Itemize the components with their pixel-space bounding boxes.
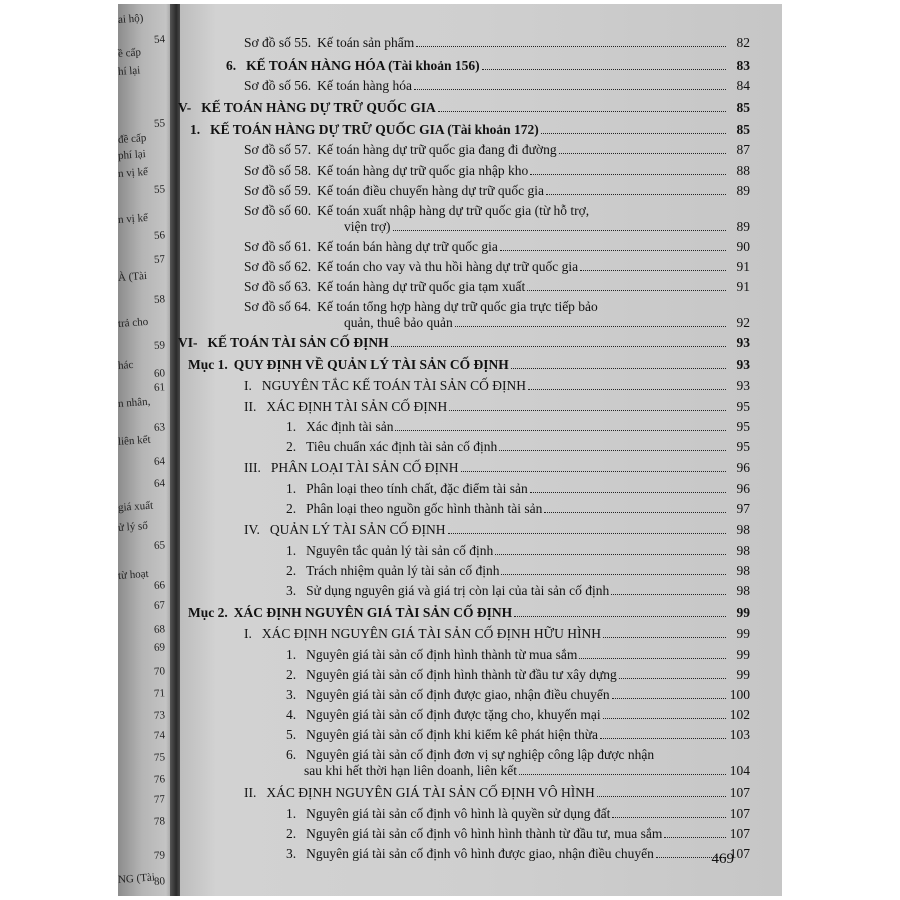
toc-entry-number: Sơ đồ số 64. (244, 299, 312, 314)
toc-entry-number: 2. (286, 667, 297, 682)
toc-entry-page: 93 (736, 378, 750, 393)
toc-leader-dots (580, 258, 726, 271)
left-page-text: 54 (153, 33, 166, 46)
toc-entry (244, 141, 750, 159)
toc-leader-dots (541, 121, 726, 134)
toc-entry-page: 99 (736, 626, 750, 641)
toc-entry (244, 625, 750, 643)
toc-entry-number: III. (244, 460, 261, 475)
toc-entry-page: 95 (736, 439, 750, 454)
toc-entry-title: Kế toán điều chuyển hàng dự trữ quốc gia (317, 183, 544, 198)
right-page (180, 4, 782, 896)
left-page-text: 76 (153, 773, 166, 786)
toc-entry-page: 98 (736, 522, 750, 537)
toc-entry-number: 1. (286, 419, 297, 434)
toc-entry (286, 582, 750, 600)
toc-entry-number: 3. (286, 583, 297, 598)
toc-entry (286, 562, 750, 580)
toc-entry-page: 99 (736, 605, 750, 620)
toc-entry-page: 85 (736, 122, 750, 137)
left-page-text: 60 (153, 367, 166, 380)
toc-leader-dots (391, 334, 726, 347)
left-page-text: ử lý số (117, 519, 149, 534)
toc-entry-number: 1. (286, 481, 297, 496)
toc-entry-number: 1. (286, 543, 297, 558)
toc-entry-page: 88 (736, 163, 750, 178)
toc-entry-page: 93 (736, 335, 750, 350)
toc-entry-number: Sơ đồ số 56. (244, 78, 312, 93)
toc-entry (244, 77, 750, 95)
toc-entry-number: II. (244, 399, 257, 414)
toc-leader-dots (499, 438, 726, 451)
toc-entry-page: 96 (736, 481, 750, 496)
toc-entry (344, 218, 750, 236)
left-page-text: n vị kế (117, 211, 149, 226)
toc-entry-page: 100 (729, 687, 750, 702)
toc-entry-page: 96 (736, 460, 750, 475)
toc-entry-page: 102 (729, 707, 750, 722)
toc-leader-dots (514, 604, 726, 617)
toc-entry-title: KẾ TOÁN HÀNG DỰ TRỮ QUỐC GIA (201, 100, 436, 115)
toc-leader-dots (482, 57, 726, 70)
left-page-text: ề cấp (117, 46, 142, 60)
toc-entry-page: 92 (736, 315, 750, 330)
left-page-text: giá xuất (117, 499, 154, 514)
toc-entry-number: I. (244, 626, 252, 641)
toc-leader-dots (416, 34, 726, 47)
toc-leader-dots (579, 646, 726, 659)
toc-entry-title: viện trợ) (344, 219, 391, 234)
toc-entry-number: Sơ đồ số 57. (244, 142, 312, 157)
toc-entry (244, 34, 750, 52)
toc-entry-title: Kế toán cho vay và thu hồi hàng dự trữ quốc gia (317, 259, 579, 274)
left-page-text: 67 (153, 599, 166, 612)
toc-entry-title: QUẢN LÝ TÀI SẢN CỐ ĐỊNH (269, 522, 446, 537)
toc-entry-page: 89 (736, 219, 750, 234)
toc-entry-title: Nguyên giá tài sản cố định được giao, nhận điều chuyển (306, 687, 610, 702)
toc-entry (286, 500, 750, 518)
toc-entry-title: quản, thuê bảo quản (344, 315, 453, 330)
toc-entry-title: Nguyên giá tài sản cố định hình thành từ mua sắm (306, 647, 578, 662)
toc-entry-title: KẾ TOÁN HÀNG DỰ TRỮ QUỐC GIA (Tài khoản 172) (210, 122, 539, 137)
left-page-text: hí lại (117, 64, 141, 78)
toc-entry-page: 91 (736, 279, 750, 294)
table-of-contents (180, 4, 782, 896)
toc-entry-number: Sơ đồ số 61. (244, 239, 312, 254)
toc-entry-page: 98 (736, 543, 750, 558)
toc-entry-page: 93 (736, 357, 750, 372)
left-page-text: 69 (153, 641, 166, 654)
toc-entry (286, 825, 750, 843)
toc-entry-page: 98 (736, 563, 750, 578)
left-page-text: 61 (153, 381, 166, 394)
toc-entry-title: Kế toán hàng dự trữ quốc gia tạm xuất (317, 279, 526, 294)
toc-entry-title: Kế toán hàng dự trữ quốc gia nhập kho (317, 163, 529, 178)
toc-entry-title: Kế toán sản phẩm (317, 35, 415, 50)
toc-entry (286, 845, 750, 863)
left-page-text: hác (117, 358, 134, 372)
toc-entry (178, 334, 750, 352)
toc-leader-dots (438, 99, 726, 112)
toc-entry-page: 83 (736, 58, 750, 73)
toc-entry-number: 1. (286, 647, 297, 662)
left-page-text: từ hoạt (117, 567, 150, 582)
toc-entry (244, 377, 750, 395)
toc-entry-page: 107 (729, 785, 750, 800)
toc-leader-dots (544, 500, 726, 513)
toc-entry-page: 90 (736, 239, 750, 254)
toc-entry (286, 686, 750, 704)
toc-leader-dots (612, 805, 726, 818)
toc-leader-dots (600, 726, 726, 739)
toc-leader-dots (530, 162, 726, 175)
toc-entry-page: 107 (729, 846, 750, 861)
toc-entry-page: 85 (736, 100, 750, 115)
toc-entry (286, 646, 750, 664)
toc-entry (286, 726, 750, 744)
toc-entry (244, 258, 750, 276)
toc-entry (190, 121, 750, 139)
toc-leader-dots (559, 141, 726, 154)
toc-leader-dots (501, 562, 726, 575)
toc-entry-title: XÁC ĐỊNH NGUYÊN GIÁ TÀI SẢN CỐ ĐỊNH VÔ HÌNH (266, 785, 595, 800)
toc-entry (304, 762, 750, 780)
left-page-text: 64 (153, 477, 166, 490)
toc-entry-title: XÁC ĐỊNH NGUYÊN GIÁ TÀI SẢN CỐ ĐỊNH HỮU HÌNH (261, 626, 601, 641)
left-page-text: 55 (153, 183, 166, 196)
toc-entry-number: 5. (286, 727, 297, 742)
toc-entry-title: Xác định tài sản (306, 419, 394, 434)
toc-leader-dots (597, 784, 726, 797)
toc-entry (226, 57, 750, 75)
toc-entry-title: Kế toán tổng hợp hàng dự trữ quốc gia trực tiếp bảo (317, 299, 598, 314)
toc-entry (286, 666, 750, 684)
toc-entry-title: Phân loại theo tính chất, đặc điểm tài sản (306, 481, 528, 496)
toc-entry-title: Nguyên giá tài sản cố định hình thành từ đầu tư xây dựng (306, 667, 617, 682)
toc-entry-number: 2. (286, 501, 297, 516)
toc-entry-title: XÁC ĐỊNH NGUYÊN GIÁ TÀI SẢN CỐ ĐỊNH (233, 605, 513, 620)
toc-entry-number: Sơ đồ số 55. (244, 35, 312, 50)
toc-leader-dots (546, 182, 726, 195)
left-page-text: 66 (153, 579, 166, 592)
toc-entry-title: Nguyên giá tài sản cố định khi kiểm kê phát hiện thừa (306, 727, 598, 742)
toc-entry-title: Kế toán xuất nhập hàng dự trữ quốc gia (từ hỗ trợ, (317, 203, 590, 218)
toc-entry-title: Kế toán bán hàng dự trữ quốc gia (317, 239, 498, 254)
toc-entry-number: I. (244, 378, 252, 393)
left-page-text: 78 (153, 815, 166, 828)
toc-leader-dots (449, 398, 726, 411)
toc-entry-title: Nguyên tắc quản lý tài sản cố định (306, 543, 494, 558)
toc-entry-number: Sơ đồ số 60. (244, 203, 312, 218)
toc-entry-page: 98 (736, 583, 750, 598)
toc-entry (244, 784, 750, 802)
left-page-text: đề cấp (117, 132, 147, 146)
left-page-text: À (Tài (117, 269, 148, 284)
toc-entry-number: Sơ đồ số 58. (244, 163, 312, 178)
toc-entry (244, 162, 750, 180)
toc-entry-title: Trách nhiệm quản lý tài sản cố định (306, 563, 500, 578)
toc-entry-page: 104 (729, 763, 750, 778)
left-page-text: phí lại (117, 148, 147, 162)
toc-entry (244, 521, 750, 539)
toc-entry-number: 6. (286, 747, 297, 762)
left-page-text: 58 (153, 293, 166, 306)
toc-entry-title: NGUYÊN TẮC KẾ TOÁN TÀI SẢN CỐ ĐỊNH (261, 378, 527, 393)
left-page-text: 56 (153, 229, 166, 242)
toc-entry-page: 103 (729, 727, 750, 742)
toc-leader-dots (511, 356, 726, 369)
toc-entry (244, 182, 750, 200)
toc-leader-dots (461, 459, 727, 472)
left-page-text: 77 (153, 793, 166, 806)
toc-entry-page: 95 (736, 399, 750, 414)
toc-entry-title: Nguyên giá tài sản cố định đơn vị sự nghiệp công lập được nhận (306, 747, 655, 762)
left-page-text: 75 (153, 751, 166, 764)
toc-entry-title: Nguyên giá tài sản cố định vô hình được giao, nhận điều chuyển (306, 846, 654, 861)
toc-entry-page: 91 (736, 259, 750, 274)
toc-entry-title: Nguyên giá tài sản cố định vô hình hình thành từ đầu tư, mua sắm (306, 826, 663, 841)
toc-entry-page: 99 (736, 647, 750, 662)
toc-entry-page: 107 (729, 826, 750, 841)
toc-entry-page: 99 (736, 667, 750, 682)
toc-entry (244, 398, 750, 416)
left-page-text: n nhân, (117, 395, 151, 410)
left-page-text: 73 (153, 709, 166, 722)
toc-entry-number: VI- (178, 335, 198, 350)
toc-entry-title: Phân loại theo nguồn gốc hình thành tài sản (306, 501, 543, 516)
toc-entry-title: Tiêu chuẩn xác định tài sản cố định (306, 439, 498, 454)
left-page-text: 80 (153, 875, 166, 888)
toc-entry-title: PHÂN LOẠI TÀI SẢN CỐ ĐỊNH (270, 460, 459, 475)
toc-leader-dots (500, 238, 726, 251)
left-page-text: n vị kế (117, 165, 149, 180)
toc-leader-dots (448, 521, 726, 534)
toc-entry-number: Mục 1. (188, 357, 228, 372)
book-photo (118, 4, 782, 896)
toc-entry-number: 1. (286, 806, 297, 821)
toc-entry-number: 4. (286, 707, 297, 722)
toc-entry-number: Mục 2. (188, 605, 228, 620)
left-page-text: 79 (153, 849, 166, 862)
toc-entry (188, 356, 750, 374)
toc-entry (286, 480, 750, 498)
toc-leader-dots (455, 314, 726, 327)
toc-entry-number: 2. (286, 563, 297, 578)
toc-entry-title: Sử dụng nguyên giá và giá trị còn lại của tài sản cố định (306, 583, 610, 598)
toc-leader-dots (393, 218, 727, 231)
toc-entry-title: sau khi hết thời hạn liên doanh, liên kết (304, 763, 517, 778)
toc-entry (286, 542, 750, 560)
toc-leader-dots (612, 686, 726, 699)
toc-leader-dots (530, 480, 726, 493)
left-page-fragment (118, 4, 178, 896)
toc-leader-dots (414, 77, 726, 90)
left-page-text: 64 (153, 455, 166, 468)
toc-entry-number: 1. (190, 122, 201, 137)
toc-leader-dots (619, 666, 726, 679)
toc-entry-page: 82 (736, 35, 750, 50)
toc-leader-dots (611, 582, 726, 595)
left-page-text: NG (Tài (117, 871, 156, 886)
toc-leader-dots (395, 418, 726, 431)
toc-entry (344, 314, 750, 332)
toc-entry-title: Kế toán hàng hóa (317, 78, 412, 93)
toc-entry (286, 418, 750, 436)
left-page-text: 63 (153, 421, 166, 434)
left-page-text: 70 (153, 665, 166, 678)
toc-entry-number: 3. (286, 687, 297, 702)
toc-entry (286, 438, 750, 456)
toc-entry-number: Sơ đồ số 63. (244, 279, 312, 294)
left-page-text: 74 (153, 729, 166, 742)
left-page-text: 65 (153, 539, 166, 552)
toc-entry-number: 3. (286, 846, 297, 861)
page-number: 469 (711, 851, 734, 867)
toc-entry (244, 459, 750, 477)
left-page-text: 71 (153, 687, 166, 700)
toc-leader-dots (527, 278, 726, 291)
left-page-text: trả cho (117, 315, 149, 330)
toc-entry-title: XÁC ĐỊNH TÀI SẢN CỐ ĐỊNH (266, 399, 448, 414)
toc-entry-title: KẾ TOÁN TÀI SẢN CỐ ĐỊNH (207, 335, 389, 350)
toc-entry-number: II. (244, 785, 257, 800)
left-page-text: 55 (153, 117, 166, 130)
left-page-text: 59 (153, 339, 166, 352)
toc-leader-dots (603, 706, 726, 719)
left-page-text: 57 (153, 253, 166, 266)
toc-entry-number: Sơ đồ số 59. (244, 183, 312, 198)
toc-leader-dots (495, 542, 726, 555)
toc-entry-title: Kế toán hàng dự trữ quốc gia đang đi đường (317, 142, 557, 157)
toc-entry-title: QUY ĐỊNH VỀ QUẢN LÝ TÀI SẢN CỐ ĐỊNH (233, 357, 509, 372)
toc-leader-dots (603, 625, 726, 638)
toc-entry (286, 805, 750, 823)
toc-entry-number: IV. (244, 522, 260, 537)
toc-entry-page: 84 (736, 78, 750, 93)
toc-entry-number: V- (178, 100, 192, 115)
toc-entry (178, 99, 750, 117)
toc-leader-dots (664, 825, 726, 838)
toc-entry-number: 2. (286, 439, 297, 454)
toc-leader-dots (528, 377, 726, 390)
toc-entry-page: 87 (736, 142, 750, 157)
left-page-text: 68 (153, 623, 166, 636)
toc-entry (244, 238, 750, 256)
toc-entry (188, 604, 750, 622)
toc-entry-title: Nguyên giá tài sản cố định vô hình là quyền sử dụng đất (306, 806, 611, 821)
toc-entry (286, 706, 750, 724)
toc-entry-number: 2. (286, 826, 297, 841)
toc-entry-number: 6. (226, 58, 237, 73)
left-page-text: liên kết (117, 433, 152, 448)
toc-entry-page: 89 (736, 183, 750, 198)
toc-entry-page: 97 (736, 501, 750, 516)
toc-entry-page: 95 (736, 419, 750, 434)
toc-entry-title: KẾ TOÁN HÀNG HÓA (Tài khoản 156) (246, 58, 480, 73)
toc-leader-dots (519, 762, 726, 775)
toc-entry-page: 107 (729, 806, 750, 821)
left-page-text: ai hộ) (117, 12, 144, 26)
toc-entry-number: Sơ đồ số 62. (244, 259, 312, 274)
toc-entry (244, 278, 750, 296)
toc-entry-title: Nguyên giá tài sản cố định được tặng cho, khuyến mại (306, 707, 601, 722)
